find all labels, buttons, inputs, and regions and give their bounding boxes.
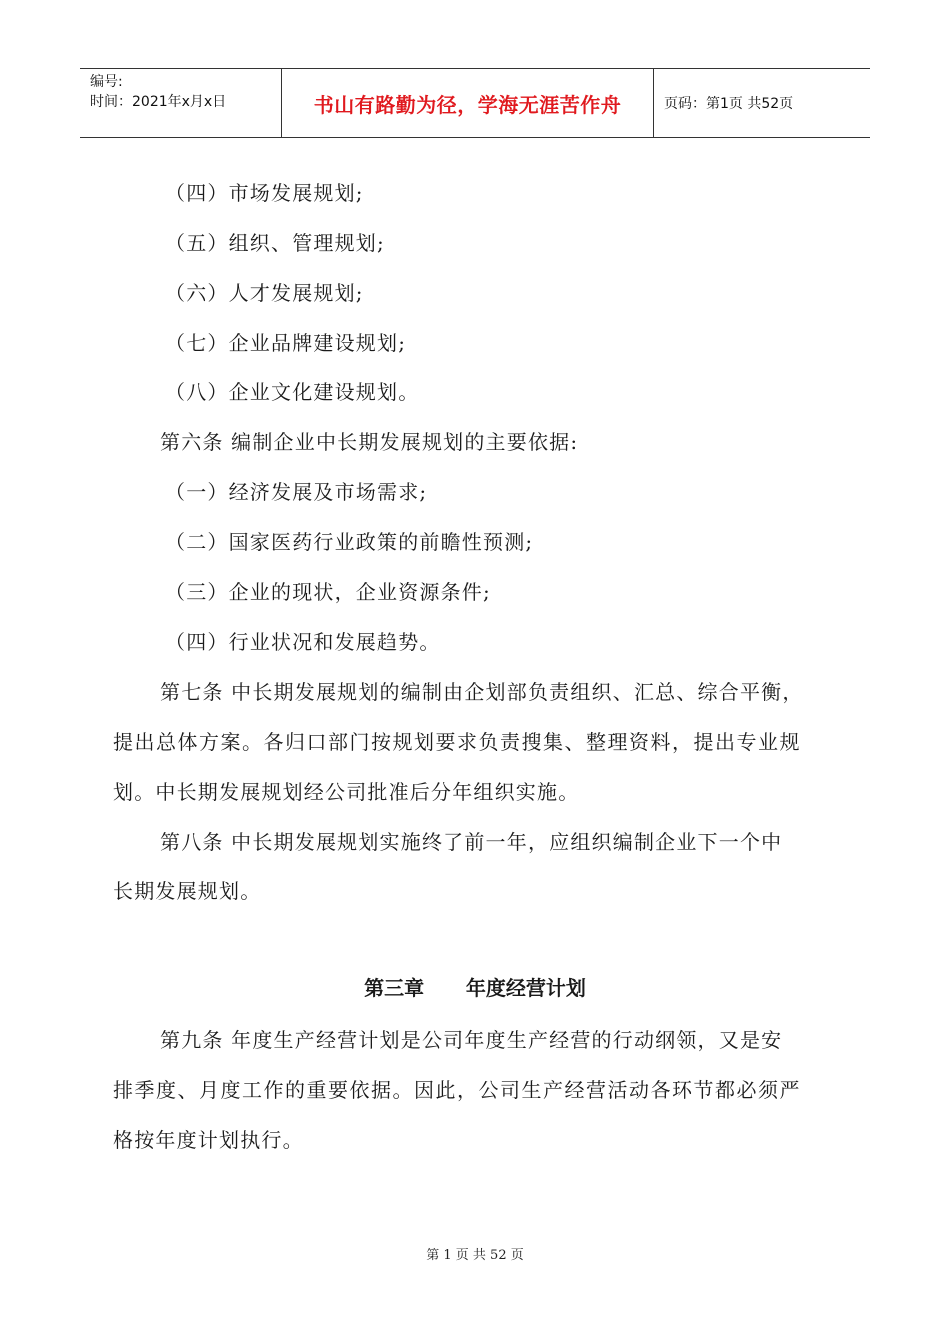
chapter-title: 第三章 年度经营计划: [364, 976, 586, 1000]
header-meta: [80, 69, 282, 137]
list-item: （五）组织、管理规划;: [165, 231, 385, 255]
paragraph-line: 划。中长期发展规划经公司批准后分年组织实施。: [113, 780, 580, 804]
document-number: 编号:: [90, 74, 123, 90]
list-item: （二）国家医药行业政策的前瞻性预测;: [165, 530, 534, 554]
paragraph-line: 排季度、月度工作的重要依据。因此，公司生产经营活动各环节都必须严: [113, 1078, 801, 1102]
list-item: （六）人才发展规划;: [165, 281, 364, 305]
paragraph-line: 格按年度计划执行。: [113, 1128, 304, 1152]
paragraph-line: 第九条 年度生产经营计划是公司年度生产经营的行动纲领，又是安: [160, 1028, 783, 1052]
list-item: （七）企业品牌建设规划;: [165, 331, 407, 355]
header-page-info: 页码：第1页 共52页: [664, 96, 794, 112]
header-motto: 书山有路勤为径，学海无涯苦作舟: [282, 69, 654, 137]
list-item: （三）企业的现状，企业资源条件;: [165, 580, 491, 604]
page-footer: 第 1 页 共 52 页: [426, 1248, 524, 1263]
paragraph-line: 提出总体方案。各归口部门按规划要求负责搜集、整理资料，提出专业规: [113, 730, 801, 754]
list-item: （四）行业状况和发展趋势。: [165, 630, 441, 654]
paragraph-line: 长期发展规划。: [113, 879, 262, 903]
list-item: （一）经济发展及市场需求;: [165, 480, 428, 504]
document-date: 时间：2021年x月x日: [90, 94, 227, 110]
list-item: （四）市场发展规划;: [165, 181, 364, 205]
paragraph-line: 第七条 中长期发展规划的编制由企划部负责组织、汇总、综合平衡，: [160, 680, 804, 704]
article-heading: 第六条 编制企业中长期发展规划的主要依据:: [160, 430, 579, 454]
list-item: （八）企业文化建设规划。: [165, 380, 420, 404]
page-header: [80, 68, 870, 138]
paragraph-line: 第八条 中长期发展规划实施终了前一年，应组织编制企业下一个中: [160, 830, 783, 854]
